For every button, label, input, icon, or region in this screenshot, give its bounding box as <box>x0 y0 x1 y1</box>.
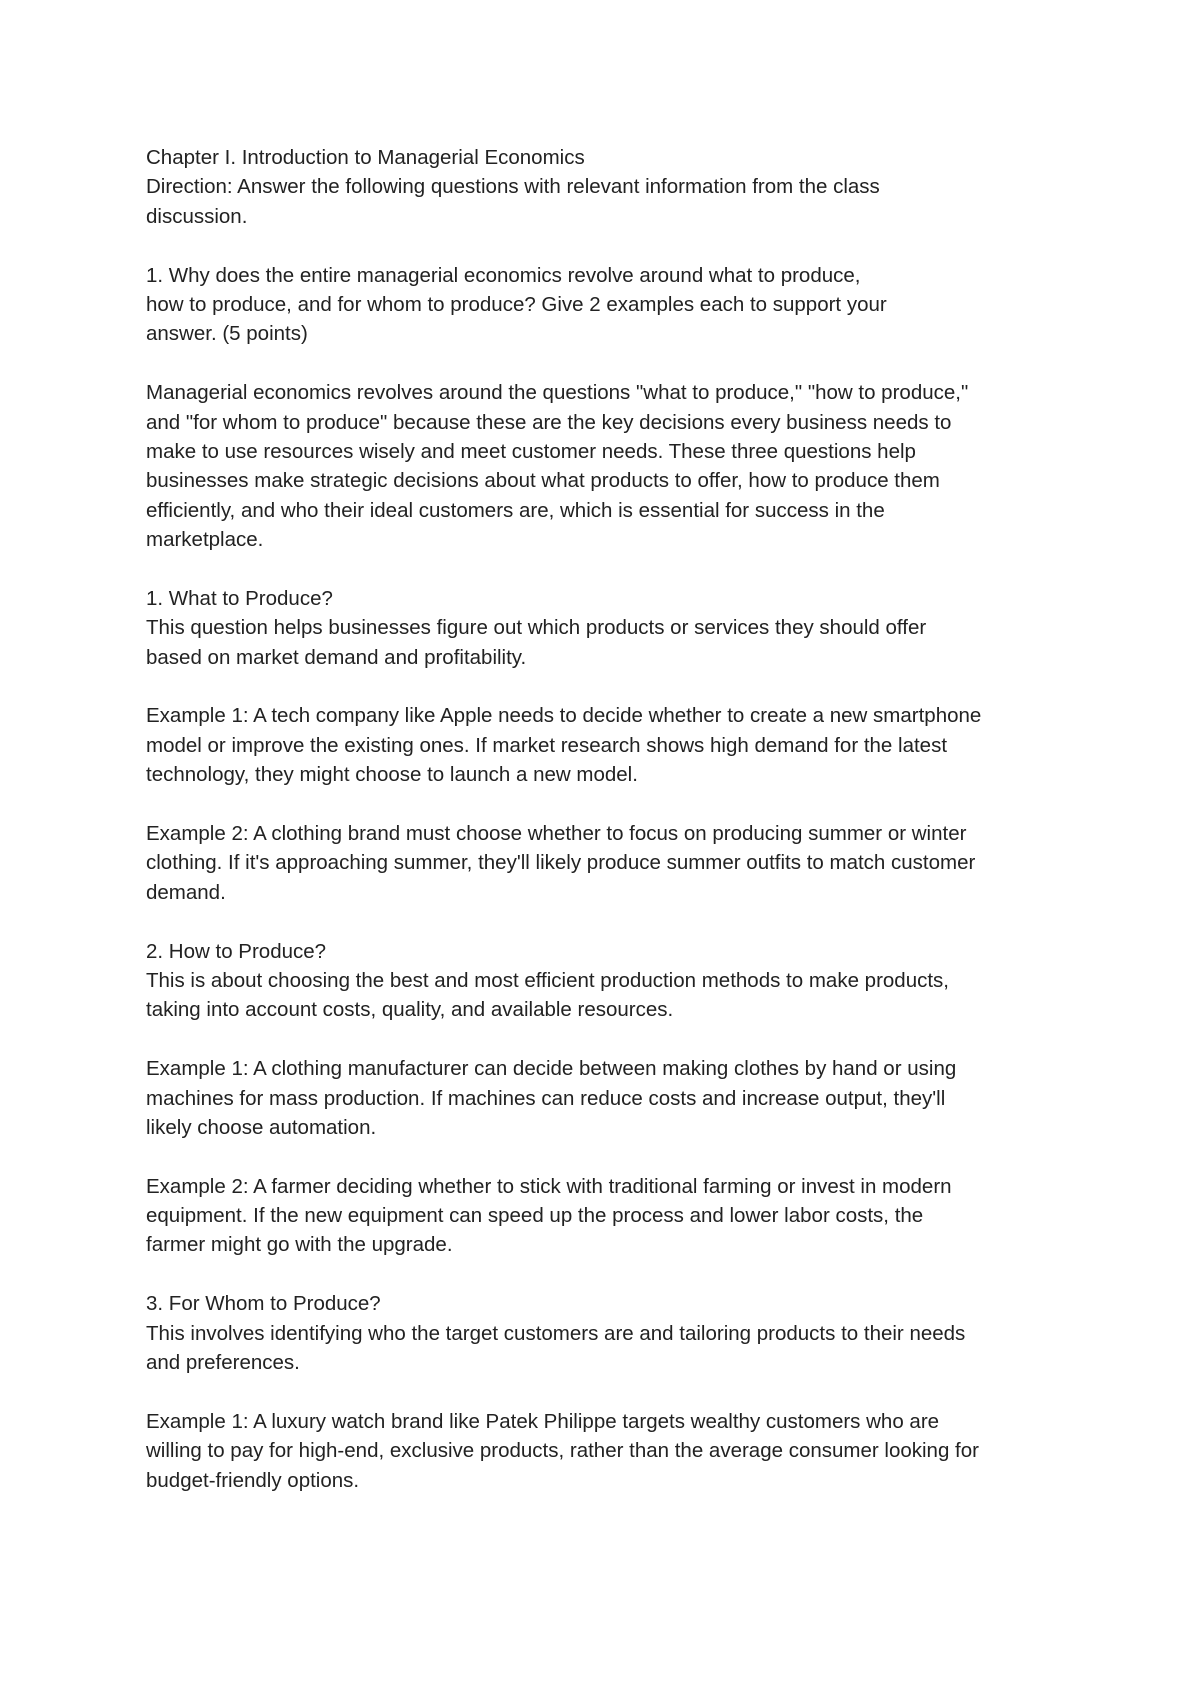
question-line: answer. (5 points) <box>146 322 308 346</box>
question-line: 1. Why does the entire managerial economics revolve around what to produce, <box>146 263 861 287</box>
answer-intro-paragraph <box>146 378 1076 554</box>
chapter-title: Chapter I. Introduction to Managerial Economics <box>146 146 585 169</box>
example-line: Example 1: A clothing manufacturer can decide between making clothes by hand or using <box>146 1057 957 1081</box>
how-example-1 <box>146 1054 1076 1142</box>
for-whom-section <box>146 1289 1076 1377</box>
section-text: and preferences. <box>146 1351 300 1375</box>
example-line: Example 1: A luxury watch brand like Patek Philippe targets wealthy customers who are <box>146 1409 940 1433</box>
section-text: This is about choosing the best and most efficient production methods to make products, <box>146 968 949 992</box>
section-text: This involves identifying who the target customers are and tailoring products to their needs <box>146 1321 966 1345</box>
example-line: Example 2: A clothing brand must choose whether to focus on producing summer or winter <box>146 821 967 845</box>
document-header <box>146 143 1076 231</box>
paragraph-gap <box>146 907 1076 936</box>
how-example-2 <box>146 1172 1076 1260</box>
example-line: willing to pay for high-end, exclusive products, rather than the average consumer looking for <box>146 1439 979 1463</box>
answer-line: efficiently, and who their ideal customers are, which is essential for success in the <box>146 498 885 522</box>
paragraph-gap <box>146 1025 1076 1054</box>
section-text: taking into account costs, quality, and available resources. <box>146 998 674 1022</box>
section-heading: 2. How to Produce? <box>146 939 327 963</box>
document-page <box>146 143 1076 1495</box>
direction-line: discussion. <box>146 204 248 228</box>
paragraph-gap <box>146 1142 1076 1171</box>
example-line: Example 2: A farmer deciding whether to stick with traditional farming or invest in modern <box>146 1174 952 1198</box>
example-line: technology, they might choose to launch a new model. <box>146 763 638 787</box>
example-line: model or improve the existing ones. If market research shows high demand for the latest <box>146 733 948 757</box>
direction-line: Direction: Answer the following questions with relevant information from the class <box>146 175 880 199</box>
what-example-2 <box>146 819 1076 907</box>
paragraph-gap <box>146 231 1076 260</box>
example-line: clothing. If it's approaching summer, they'll likely produce summer outfits to match customer <box>146 851 976 875</box>
answer-line: and "for whom to produce" because these are the key decisions every business needs to <box>146 410 952 434</box>
section-heading: 3. For Whom to Produce? <box>146 1292 381 1316</box>
answer-line: make to use resources wisely and meet customer needs. These three questions help <box>146 439 916 463</box>
what-example-1 <box>146 701 1076 789</box>
paragraph-gap <box>146 1260 1076 1289</box>
paragraph-gap <box>146 790 1076 819</box>
section-text: based on market demand and profitability. <box>146 645 527 669</box>
whom-example-1 <box>146 1407 1076 1495</box>
what-to-produce-section <box>146 584 1076 672</box>
example-line: machines for mass production. If machines can reduce costs and increase output, they'll <box>146 1086 946 1110</box>
section-heading: 1. What to Produce? <box>146 586 333 610</box>
example-line: budget-friendly options. <box>146 1468 360 1492</box>
section-text: This question helps businesses figure out which products or services they should offer <box>146 616 927 640</box>
example-line: demand. <box>146 880 226 904</box>
question-paragraph <box>146 261 1076 349</box>
paragraph-gap <box>146 672 1076 701</box>
example-line: farmer might go with the upgrade. <box>146 1233 453 1257</box>
paragraph-gap <box>146 349 1076 378</box>
paragraph-gap <box>146 554 1076 583</box>
paragraph-gap <box>146 1377 1076 1406</box>
answer-line: businesses make strategic decisions about what products to offer, how to produce them <box>146 469 940 493</box>
answer-line: marketplace. <box>146 528 264 552</box>
example-line: likely choose automation. <box>146 1115 377 1139</box>
example-line: Example 1: A tech company like Apple needs to decide whether to create a new smartphone <box>146 704 982 728</box>
answer-line: Managerial economics revolves around the questions "what to produce," "how to produce," <box>146 381 969 405</box>
how-to-produce-section <box>146 937 1076 1025</box>
question-line: how to produce, and for whom to produce? Give 2 examples each to support your <box>146 292 887 316</box>
example-line: equipment. If the new equipment can speed up the process and lower labor costs, the <box>146 1204 924 1228</box>
